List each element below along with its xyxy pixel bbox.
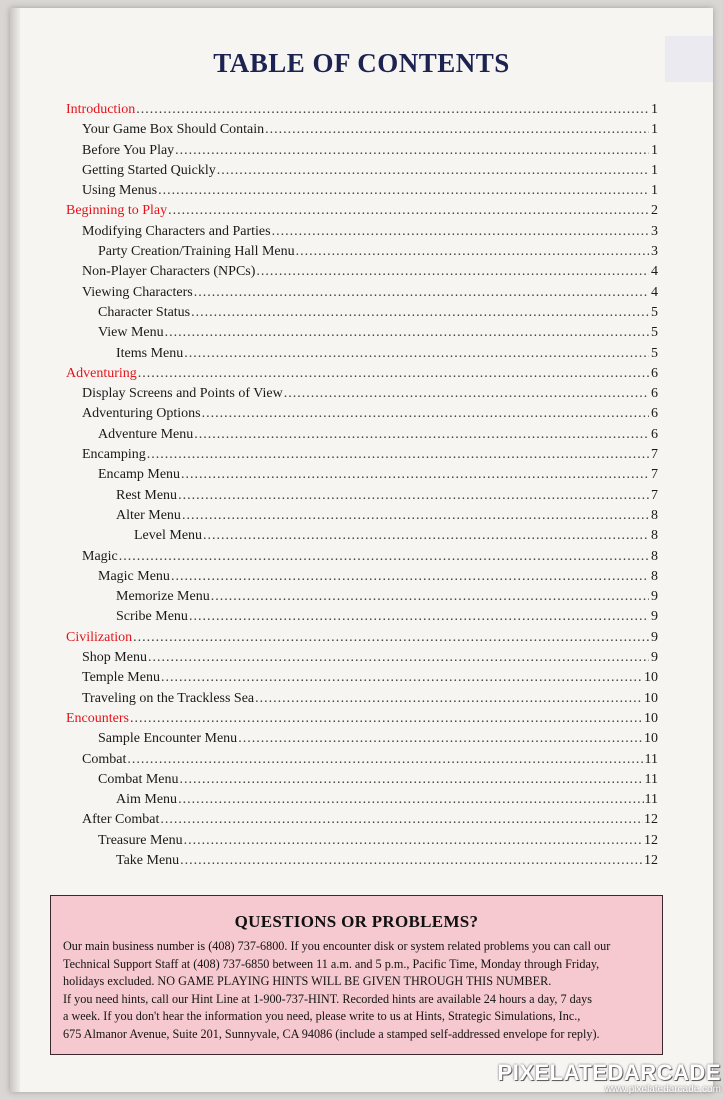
toc-leader-dots [203, 526, 649, 546]
toc-entry-row [66, 242, 658, 262]
toc-entry-row [66, 587, 658, 607]
toc-page-number: 6 [651, 426, 658, 442]
toc-label: Your Game Box Should Contain [82, 122, 265, 138]
toc-entry-row [66, 161, 658, 181]
toc-label: Before You Play [82, 142, 175, 158]
toc-page-number: 8 [651, 507, 658, 523]
toc-page-number: 6 [651, 365, 658, 381]
toc-label: Adventuring [66, 365, 137, 381]
toc-label: Take Menu [116, 852, 180, 868]
toc-leader-dots [171, 567, 649, 587]
toc-label: After Combat [82, 812, 160, 828]
toc-entry-row [66, 141, 658, 161]
toc-leader-dots [202, 404, 649, 424]
toc-page-number: 10 [644, 731, 658, 747]
toc-page-number: 1 [651, 162, 658, 178]
toc-leader-dots [127, 750, 643, 770]
toc-label: Party Creation/Training Hall Menu [98, 244, 295, 260]
toc-leader-dots [194, 283, 649, 303]
toc-page-number: 8 [651, 568, 658, 584]
toc-leader-dots [119, 547, 649, 567]
toc-label: Viewing Characters [82, 284, 193, 300]
toc-page-number: 12 [644, 852, 658, 868]
toc-label: Getting Started Quickly [82, 162, 216, 178]
toc-entry-row [66, 262, 658, 282]
toc-section-row [66, 100, 658, 120]
toc-page-number: 9 [651, 589, 658, 605]
toc-page-number: 1 [651, 183, 658, 199]
toc-page-number: 11 [644, 751, 658, 767]
toc-label: Level Menu [134, 528, 203, 544]
toc-leader-dots [147, 445, 649, 465]
toc-page-number: 12 [644, 832, 658, 848]
toc-entry-row [66, 770, 658, 790]
toc-leader-dots [194, 425, 649, 445]
toc-label: Memorize Menu [116, 589, 210, 605]
toc-leader-dots [184, 831, 643, 851]
toc-page-number: 4 [651, 264, 658, 280]
questions-box [50, 895, 663, 1055]
toc-entry-row [66, 465, 658, 485]
toc-leader-dots [178, 790, 643, 810]
toc-leader-dots [182, 506, 649, 526]
toc-entry-row [66, 344, 658, 364]
toc-label: Traveling on the Trackless Sea [82, 690, 255, 706]
toc-entry-row [66, 283, 658, 303]
toc-page-number: 6 [651, 406, 658, 422]
toc-leader-dots [238, 729, 643, 749]
toc-leader-dots [180, 770, 644, 790]
toc-leader-dots [184, 344, 649, 364]
toc-leader-dots [136, 100, 649, 120]
toc-entry-row [66, 689, 658, 709]
toc-label: Character Status [98, 304, 191, 320]
toc-entry-row [66, 303, 658, 323]
questions-line: holidays excluded. NO GAME PLAYING HINTS WILL BE GIVEN THROUGH THIS NUMBER. [63, 974, 552, 988]
toc-label: Modifying Characters and Parties [82, 223, 271, 239]
toc-leader-dots [181, 465, 649, 485]
toc-label: Adventure Menu [98, 426, 194, 442]
toc-leader-dots [256, 262, 649, 282]
toc-entry-row [66, 668, 658, 688]
toc-page-number: 9 [651, 629, 658, 645]
toc-label: Rest Menu [116, 487, 178, 503]
questions-line: a week. If you don't hear the information you need, please write to us at Hints, Strategic Simulations, Inc., [63, 1009, 581, 1023]
toc-entry-row [66, 181, 658, 201]
page-spine [10, 8, 20, 1092]
toc-leader-dots [133, 628, 649, 648]
toc-leader-dots [178, 486, 649, 506]
toc-page-number: 4 [651, 284, 658, 300]
toc-page-number: 7 [651, 467, 658, 483]
toc-leader-dots [175, 141, 649, 161]
toc-entry-row [66, 729, 658, 749]
toc-label: Encounters [66, 710, 129, 726]
toc-page-number: 11 [644, 792, 658, 808]
toc-leader-dots [130, 709, 643, 729]
toc-label: Scribe Menu [116, 609, 188, 625]
toc-entry-row [66, 404, 658, 424]
toc-entry-row [66, 567, 658, 587]
toc-page-number: 3 [651, 244, 658, 260]
toc-entry-row [66, 547, 658, 567]
questions-line: Our main business number is (408) 737-6800. If you encounter disk or system related problems you can call our [63, 939, 611, 953]
toc-label: Display Screens and Points of View [82, 386, 283, 402]
toc-label: Shop Menu [82, 650, 147, 666]
toc-page-number: 5 [651, 304, 658, 320]
toc-leader-dots [168, 201, 649, 221]
toc-entry-row [66, 790, 658, 810]
toc-page-number: 1 [651, 142, 658, 158]
toc-page-number: 1 [651, 102, 658, 117]
toc-entry-row [66, 445, 658, 465]
toc-leader-dots [138, 364, 649, 384]
toc-leader-dots [148, 648, 649, 668]
toc-label: View Menu [98, 325, 164, 341]
toc-label: Magic [82, 548, 118, 564]
toc-leader-dots [255, 689, 643, 709]
toc-entry-row [66, 607, 658, 627]
toc-entry-row [66, 384, 658, 404]
toc-leader-dots [165, 323, 649, 343]
toc-page-number: 8 [651, 548, 658, 564]
toc-leader-dots [296, 242, 649, 262]
questions-title: QUESTIONS OR PROBLEMS? [234, 912, 479, 931]
toc-page-number: 2 [651, 203, 658, 219]
toc-entry-row [66, 851, 658, 871]
toc-page-number: 5 [651, 325, 658, 341]
toc-page-number: 9 [651, 650, 658, 666]
toc-page-number: 11 [644, 771, 658, 787]
toc-label: Combat [82, 751, 127, 767]
watermark-brand: PIXELATEDARCADE [497, 1060, 721, 1085]
toc-leader-dots [217, 161, 649, 181]
toc-entry-row [66, 486, 658, 506]
toc-page-number: 1 [651, 122, 658, 138]
toc-page-number: 10 [644, 710, 658, 726]
toc-entry-row [66, 810, 658, 830]
toc-leader-dots [189, 607, 649, 627]
toc-entry-row [66, 831, 658, 851]
toc-entry-row [66, 506, 658, 526]
toc-entry-row [66, 425, 658, 445]
questions-line: 675 Almanor Avenue, Suite 201, Sunnyvale, CA 94086 (include a stamped self-addressed envelope for reply). [63, 1026, 600, 1041]
toc-page-number: 7 [651, 447, 658, 463]
toc-label: Alter Menu [116, 507, 181, 523]
toc-leader-dots [191, 303, 649, 323]
toc-leader-dots [284, 384, 649, 404]
toc-entry-row [66, 526, 658, 546]
toc-section-row [66, 201, 658, 221]
toc-entry-row [66, 222, 658, 242]
questions-line: Technical Support Staff at (408) 737-6850 between 11 a.m. and 5 p.m., Pacific Time, Monday through Friday, [63, 956, 600, 971]
toc-page-number: 5 [651, 345, 658, 361]
toc-leader-dots [272, 222, 649, 242]
toc-label: Aim Menu [116, 792, 178, 808]
toc-label: Encamp Menu [98, 467, 181, 483]
watermark-url: www.pixelatedarcade.com [604, 1084, 721, 1095]
toc-label: Beginning to Play [66, 203, 168, 219]
toc-entry-row [66, 120, 658, 140]
toc-label: Items Menu [116, 345, 184, 361]
toc-leader-dots [265, 120, 649, 140]
table-of-contents [66, 100, 658, 871]
toc-label: Temple Menu [82, 670, 160, 686]
toc-label: Using Menus [82, 183, 158, 199]
toc-page-number: 8 [651, 528, 658, 544]
toc-page-number: 7 [651, 487, 658, 503]
toc-entry-row [66, 750, 658, 770]
toc-leader-dots [211, 587, 649, 607]
toc-label: Encamping [82, 447, 146, 463]
toc-leader-dots [161, 668, 643, 688]
toc-section-row [66, 628, 658, 648]
toc-page-number: 12 [644, 812, 658, 828]
toc-section-row [66, 709, 658, 729]
toc-leader-dots [180, 851, 643, 871]
toc-label: Sample Encounter Menu [98, 731, 238, 747]
toc-entry-row [66, 323, 658, 343]
toc-leader-dots [160, 810, 643, 830]
page-title: TABLE OF CONTENTS [213, 48, 510, 78]
toc-page-number: 10 [644, 690, 658, 706]
questions-line: If you need hints, call our Hint Line at 1-900-737-HINT. Recorded hints are available 24 hours a day, 7 days [63, 991, 592, 1006]
toc-page-number: 10 [644, 670, 658, 686]
toc-label: Civilization [66, 629, 133, 645]
questions-body [63, 938, 650, 1043]
toc-label: Introduction [66, 102, 136, 117]
toc-page-number: 6 [651, 386, 658, 402]
watermark [498, 1062, 721, 1096]
toc-entry-row [66, 648, 658, 668]
toc-label: Treasure Menu [98, 832, 183, 848]
toc-label: Non-Player Characters (NPCs) [82, 264, 256, 280]
toc-page-number: 9 [651, 609, 658, 625]
toc-label: Magic Menu [98, 568, 170, 584]
toc-page-number: 3 [651, 223, 658, 239]
manual-page [10, 8, 713, 1092]
toc-label: Adventuring Options [82, 406, 201, 422]
toc-label: Combat Menu [98, 771, 179, 787]
toc-section-row [66, 364, 658, 384]
toc-leader-dots [158, 181, 649, 201]
